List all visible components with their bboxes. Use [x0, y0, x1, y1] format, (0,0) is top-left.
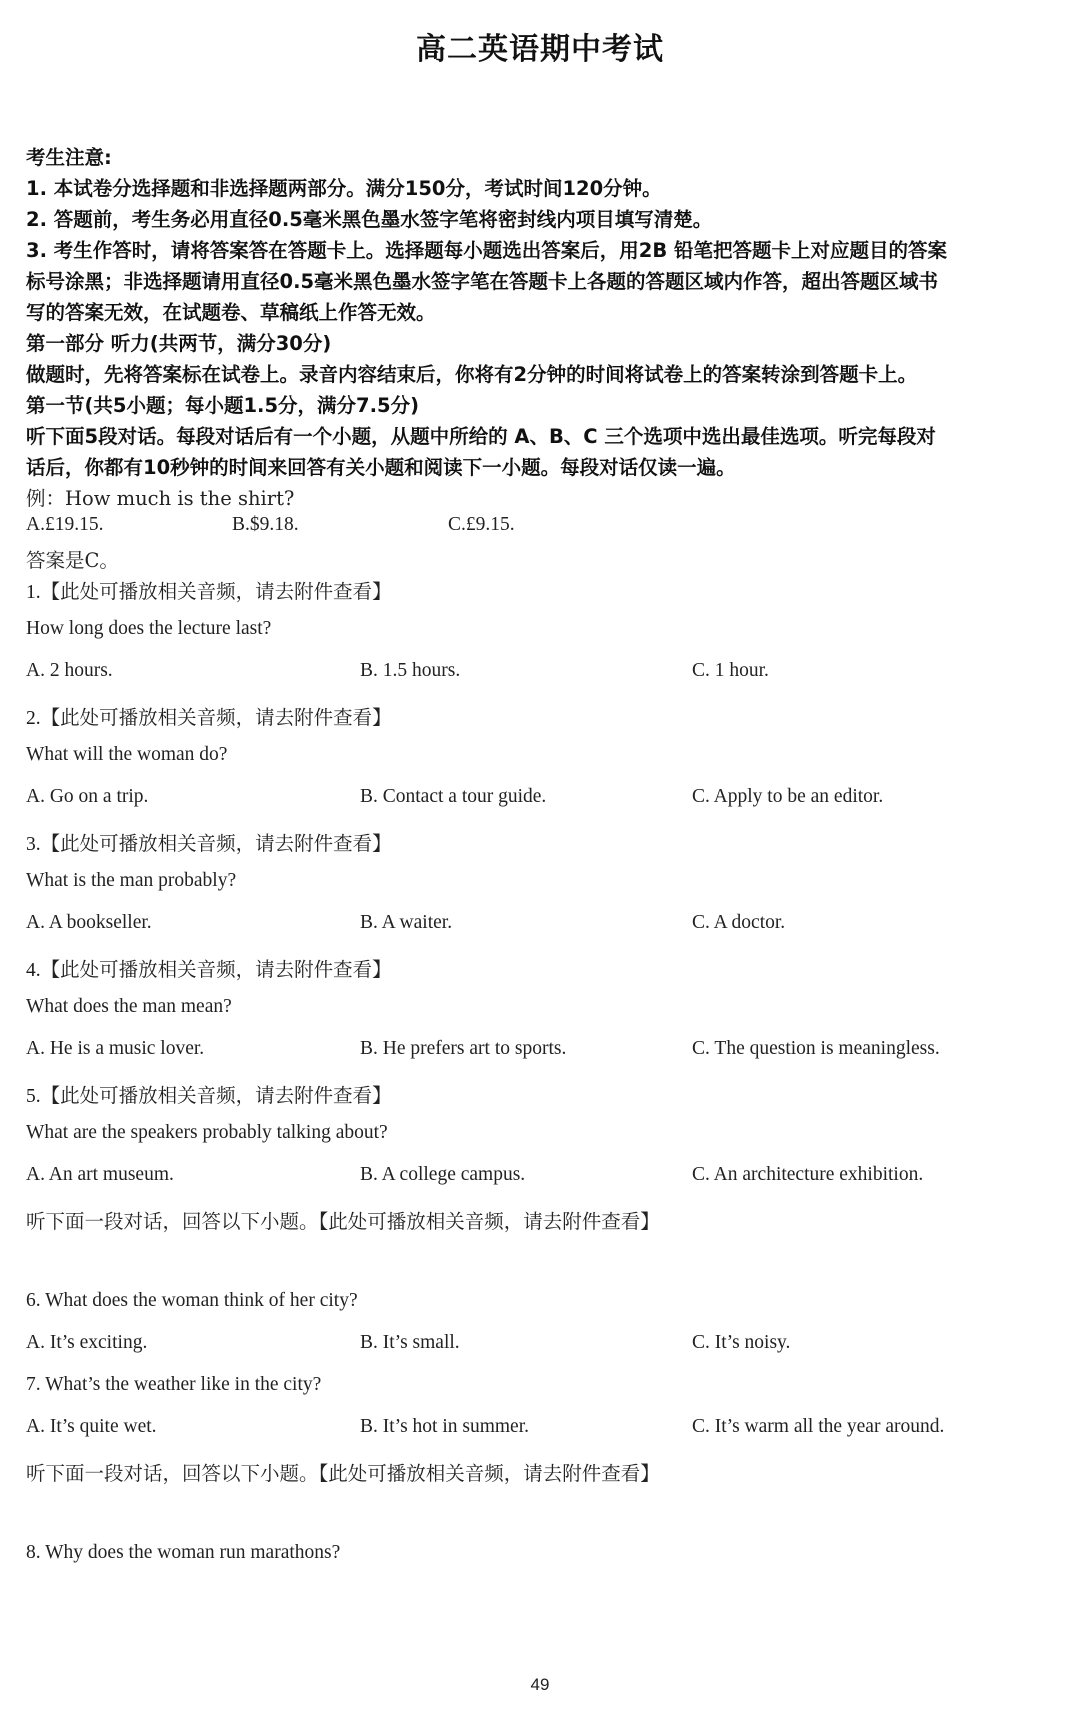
question-3-text: What is the man probably?	[26, 870, 237, 891]
question-5-header	[26, 1080, 392, 1108]
example-answer: 答案是C。	[26, 549, 119, 572]
notice-heading: 考生注意:	[26, 146, 112, 169]
question-5-option-b: B. A college campus.	[360, 1164, 526, 1185]
question-number: 5.	[26, 1086, 41, 1107]
notice-item-3-line-3: 写的答案无效，在试题卷、草稿纸上作答无效。	[26, 301, 436, 324]
question-number: 1.	[26, 582, 41, 603]
question-1-text: How long does the lecture last?	[26, 618, 272, 639]
question-8-text: 8. Why does the woman run marathons?	[26, 1542, 341, 1563]
section1-heading: 第一节(共5小题；每小题1.5分，满分7.5分)	[26, 394, 419, 417]
audio-label[interactable]: 【此处可播放相关音频，请去附件查看】	[40, 706, 392, 729]
question-2-header	[26, 702, 392, 730]
example-option-a: A.£19.15.	[26, 514, 104, 535]
question-5-option-a: A. An art museum.	[26, 1164, 174, 1185]
audio-label[interactable]: 【此处可播放相关音频，请去附件查看】	[40, 580, 392, 603]
page-number: 49	[530, 1675, 550, 1694]
question-4-option-c: C. The question is meaningless.	[692, 1038, 940, 1059]
question-3-header	[26, 828, 392, 856]
audio-label[interactable]: 【此处可播放相关音频，请去附件查看】	[40, 832, 392, 855]
question-6-option-a: A. It’s exciting.	[26, 1332, 148, 1353]
audio-label[interactable]: 【此处可播放相关音频，请去附件查看】	[40, 1084, 392, 1107]
example-option-b: B.$9.18.	[232, 514, 299, 535]
question-7-option-c: C. It’s warm all the year around.	[692, 1416, 945, 1437]
question-4-option-a: A. He is a music lover.	[26, 1038, 205, 1059]
example-question: 例：How much is the shirt?	[26, 487, 295, 510]
question-1-option-b: B. 1.5 hours.	[360, 660, 461, 681]
section1-instruction-line-1: 听下面5段对话。每段对话后有一个小题，从题中所给的 A、B、C 三个选项中选出最佳选项。听完每段对	[26, 425, 936, 448]
audio-label[interactable]: 【此处可播放相关音频，请去附件查看】	[318, 1462, 660, 1485]
question-6-text: 6. What does the woman think of her city?	[26, 1290, 358, 1311]
question-6-option-c: C. It’s noisy.	[692, 1332, 791, 1353]
dialogue-prompt-text: 听下面一段对话，回答以下小题。	[26, 1462, 319, 1485]
question-2-option-b: B. Contact a tour guide.	[360, 786, 547, 807]
question-2-text: What will the woman do?	[26, 744, 228, 765]
question-3-option-c: C. A doctor.	[692, 912, 786, 933]
question-5-option-c: C. An architecture exhibition.	[692, 1164, 924, 1185]
page-title: 高二英语期中考试	[416, 32, 664, 67]
question-4-header	[26, 954, 392, 982]
question-4-option-b: B. He prefers art to sports.	[360, 1038, 567, 1059]
part1-instruction: 做题时，先将答案标在试卷上。录音内容结束后，你将有2分钟的时间将试卷上的答案转涂到答题卡上。	[26, 363, 918, 386]
dialogue-prompt-2	[26, 1458, 660, 1486]
question-1-header	[26, 576, 392, 604]
question-1-option-a: A. 2 hours.	[26, 660, 113, 681]
question-6-option-b: B. It’s small.	[360, 1332, 460, 1353]
question-3-option-b: B. A waiter.	[360, 912, 453, 933]
notice-item-1: 1. 本试卷分选择题和非选择题两部分。满分150分，考试时间120分钟。	[26, 177, 662, 200]
question-number: 4.	[26, 960, 41, 981]
question-7-option-b: B. It’s hot in summer.	[360, 1416, 530, 1437]
question-5-text: What are the speakers probably talking about?	[26, 1122, 388, 1143]
audio-label[interactable]: 【此处可播放相关音频，请去附件查看】	[40, 958, 392, 981]
question-2-option-c: C. Apply to be an editor.	[692, 786, 884, 807]
dialogue-prompt-1	[26, 1206, 660, 1234]
audio-label[interactable]: 【此处可播放相关音频，请去附件查看】	[318, 1210, 660, 1233]
notice-item-3-line-1: 3. 考生作答时，请将答案答在答题卡上。选择题每小题选出答案后，用2B 铅笔把答题卡上对应题目的答案	[26, 239, 947, 262]
question-number: 3.	[26, 834, 41, 855]
question-4-text: What does the man mean?	[26, 996, 232, 1017]
notice-item-3-line-2: 标号涂黑；非选择题请用直径0.5毫米黑色墨水签字笔在答题卡上各题的答题区域内作答，超出答题区域书	[26, 270, 939, 293]
question-3-option-a: A. A bookseller.	[26, 912, 152, 933]
example-option-c: C.£9.15.	[448, 514, 515, 535]
question-7-option-a: A. It’s quite wet.	[26, 1416, 157, 1437]
question-number: 2.	[26, 708, 41, 729]
part1-heading: 第一部分 听力(共两节，满分30分)	[26, 332, 332, 355]
question-1-option-c: C. 1 hour.	[692, 660, 769, 681]
dialogue-prompt-text: 听下面一段对话，回答以下小题。	[26, 1210, 319, 1233]
question-2-option-a: A. Go on a trip.	[26, 786, 149, 807]
notice-item-2: 2. 答题前，考生务必用直径0.5毫米黑色墨水签字笔将密封线内项目填写清楚。	[26, 208, 713, 231]
question-7-text: 7. What’s the weather like in the city?	[26, 1374, 322, 1395]
section1-instruction-line-2: 话后，你都有10秒钟的时间来回答有关小题和阅读下一小题。每段对话仅读一遍。	[26, 456, 736, 479]
